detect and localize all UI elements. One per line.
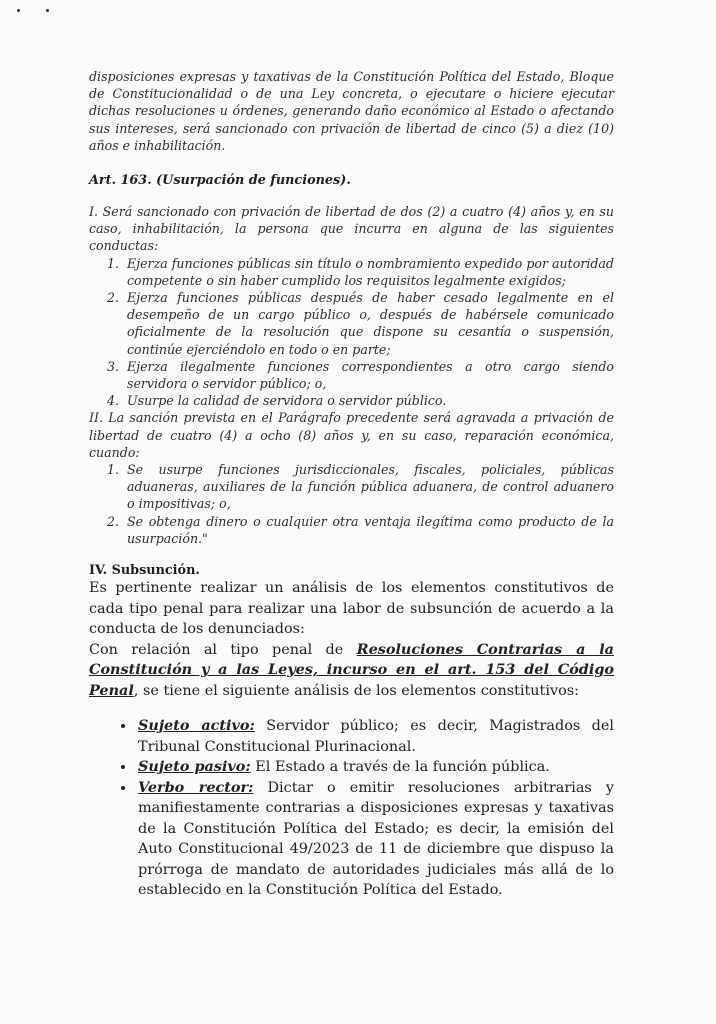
quoted-article-text: disposiciones expresas y taxativas de la Constitución Política del Estado, Bloque de Constitucionalidad o de una Ley concreta, o ejecutare o hiciere ejecutar dichas resoluciones u órdenes, generando daño económico al Estado o afectando sus intereses, será sancionado con privación de libertad de cinco (5) a diez (10) años e inhabilitación.	[89, 69, 614, 153]
element-text: Servidor público; es decir, Magistrados del Tribunal Constitucional Plurinacional.	[138, 718, 614, 755]
element-label: Sujeto activo:	[138, 717, 255, 735]
element-text: El Estado a través de la función pública.	[250, 759, 550, 776]
document-page	[89, 68, 614, 901]
list-item: 1. Ejerza funciones públicas sin título o nombramiento expedido por autoridad competente o sin haber cumplido los requisitos legalmente exigidos;	[123, 255, 614, 289]
relation-prefix: Con relación al tipo penal de	[89, 641, 357, 658]
article-163-heading: Art. 163. (Usurpación de funciones).	[89, 173, 351, 189]
criminal-type-reference: Resoluciones Contrarias a la Constitución y a las Leyes, incurso en el art. 153 del Código Penal	[89, 640, 614, 699]
aggravation-list	[89, 461, 614, 547]
conduct-list	[89, 255, 614, 410]
element-text: Dictar o emitir resoluciones arbitrarias y manifiestamente contrarias a disposiciones expresas y taxativas de la Constitución Política del Estado; es decir, la emisión del Auto Constitucional 49/2023 de 11 de diciembre que dispuso la prórroga de mandato de autoridades judiciales más allá de lo establecido en la Constitución Política del Estado.	[138, 779, 614, 899]
paragraph-i: I. Será sancionado con privación de libertad de dos (2) a cuatro (4) años y, en su caso, inhabilitación, la persona que incurra en alguna de las siguientes conductas:	[89, 204, 614, 254]
list-item: 4. Usurpe la calidad de servidora o servidor público.	[123, 392, 614, 409]
relation-suffix: , se tiene el siguiente análisis de los elementos constitutivos:	[133, 682, 579, 699]
list-item: 2. Se obtenga dinero o cualquier otra ventaja ilegítima como producto de la usurpación."	[123, 513, 614, 547]
list-item: 3. Ejerza ilegalmente funciones correspondientes a otro cargo siendo servidora o servidor público; o,	[123, 358, 614, 392]
scan-mark	[17, 9, 20, 12]
element-label: Verbo rector:	[138, 778, 254, 796]
element-label: Sujeto pasivo:	[138, 758, 251, 776]
list-item	[136, 757, 614, 778]
elements-list	[89, 716, 614, 901]
list-item	[136, 716, 614, 757]
list-item: 1. Se usurpe funciones jurisdiccionales, fiscales, policiales, públicas aduaneras, auxiliares de la función pública aduanera, de control aduanero o impositivas; o,	[123, 461, 614, 513]
list-item: 2. Ejerza funciones públicas después de haber cesado legalmente en el desempeño de un cargo público o, después de habérsele comunicado oficialmente de la resolución que dispone su cesantía o suspensión, continúe ejerciéndolo en todo o en parte;	[123, 289, 614, 358]
list-item	[136, 778, 614, 901]
section-iv-heading: IV. Subsunción.	[89, 563, 200, 579]
subsumption-intro: Es pertinente realizar un análisis de los elementos constitutivos de cada tipo penal para realizar una labor de subsunción de acuerdo a la conducta de los denunciados:	[89, 580, 614, 638]
scan-mark	[46, 9, 49, 12]
paragraph-ii: II. La sanción prevista en el Parágrafo precedente será agravada a privación de libertad de cuatro (4) a ocho (8) años y, en su caso, reparación económica, cuando:	[89, 410, 614, 460]
relation-paragraph	[89, 640, 614, 702]
